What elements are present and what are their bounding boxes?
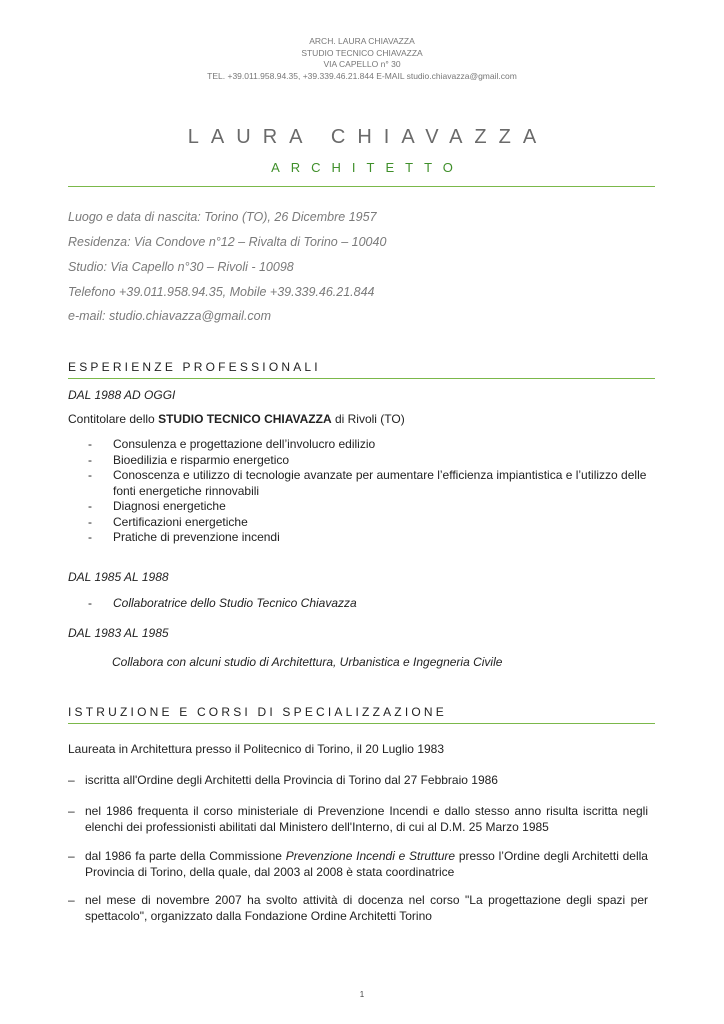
letterhead-line: TEL. +39.011.958.94.35, +39.339.46.21.844 E-MAIL studio.chiavazza@gmail.com bbox=[207, 70, 517, 81]
education-item: – iscritta all'Ordine degli Architetti della Provincia di Torino dal 27 Febbraio 1986 bbox=[68, 773, 498, 787]
personal-info-line: Residenza: Via Condove n°12 – Rivalta di Torino – 10040 bbox=[68, 235, 387, 249]
education-item: – dal 1986 fa parte della Commissione Prevenzione Incendi e Strutture presso l’Ordine degli Architetti della Provincia di Torino, della quale, dal 2003 al 2008 è stata coordinatrice bbox=[68, 849, 648, 879]
list-item: - Certificazioni energetiche bbox=[88, 514, 248, 529]
personal-info-line: Luogo e data di nascita: Torino (TO), 26 Dicembre 1957 bbox=[68, 210, 377, 224]
education-degree: Laureata in Architettura presso il Politecnico di Torino, il 20 Luglio 1983 bbox=[68, 742, 445, 756]
experience-note: Collabora con alcuni studio di Architettura, Urbanistica e Ingegneria Civile bbox=[112, 655, 503, 669]
period-heading: DAL 1988 AD OGGI bbox=[68, 388, 176, 402]
list-item: - Consulenza e progettazione dell’involucro edilizio bbox=[88, 437, 376, 451]
divider bbox=[68, 723, 655, 724]
section-title-education: ISTRUZIONE E CORSI DI SPECIALIZZAZIONE bbox=[68, 705, 447, 719]
list-item: - Pratiche di prevenzione incendi bbox=[88, 530, 280, 544]
person-name: LAURA CHIAVAZZA bbox=[187, 126, 549, 148]
divider bbox=[68, 186, 655, 187]
section-title-experience: ESPERIENZE PROFESSIONALI bbox=[68, 360, 321, 374]
education-item: – nel mese di novembre 2007 ha svolto attività di docenza nel corso "La progettazione degli spazi per spettacolo", organizzato dalla Fondazione Ordine Architetti Torino bbox=[68, 893, 648, 923]
list-item: - Conoscenza e utilizzo di tecnologie avanzate per aumentare l’efficienza impiantistica e l’utilizzo delle fonti energetiche rinnovabili bbox=[88, 468, 647, 498]
personal-info-line: Studio: Via Capello n°30 – Rivoli - 10098 bbox=[68, 260, 294, 274]
experience-intro: Contitolare dello STUDIO TECNICO CHIAVAZZA di Rivoli (TO) bbox=[68, 412, 405, 426]
period-heading: DAL 1983 AL 1985 bbox=[68, 626, 169, 640]
letterhead-line: STUDIO TECNICO CHIAVAZZA bbox=[301, 47, 423, 58]
education-item: – nel 1986 frequenta il corso ministeriale di Prevenzione Incendi e dallo stesso anno risulta iscritta negli elenchi dei professionisti abilitati dal Ministero dell'Interno, di cui al D.M. 25 Marzo 1985 bbox=[68, 804, 648, 834]
list-item: - Bioedilizia e risparmio energetico bbox=[88, 452, 290, 467]
letterhead-line: ARCH. LAURA CHIAVAZZA bbox=[309, 36, 415, 46]
list-item: - Collaboratrice dello Studio Tecnico Chiavazza bbox=[88, 596, 357, 610]
period-heading: DAL 1985 AL 1988 bbox=[68, 570, 169, 584]
personal-info-line: e-mail: studio.chiavazza@gmail.com bbox=[68, 309, 272, 323]
personal-info-line: Telefono +39.011.958.94.35, Mobile +39.339.46.21.844 bbox=[68, 285, 375, 299]
person-role: ARCHITETTO bbox=[271, 160, 464, 175]
page-number: 1 bbox=[359, 990, 365, 999]
letterhead-line: VIA CAPELLO n° 30 bbox=[323, 59, 401, 69]
list-item: - Diagnosi energetiche bbox=[88, 499, 226, 513]
divider bbox=[68, 378, 655, 379]
